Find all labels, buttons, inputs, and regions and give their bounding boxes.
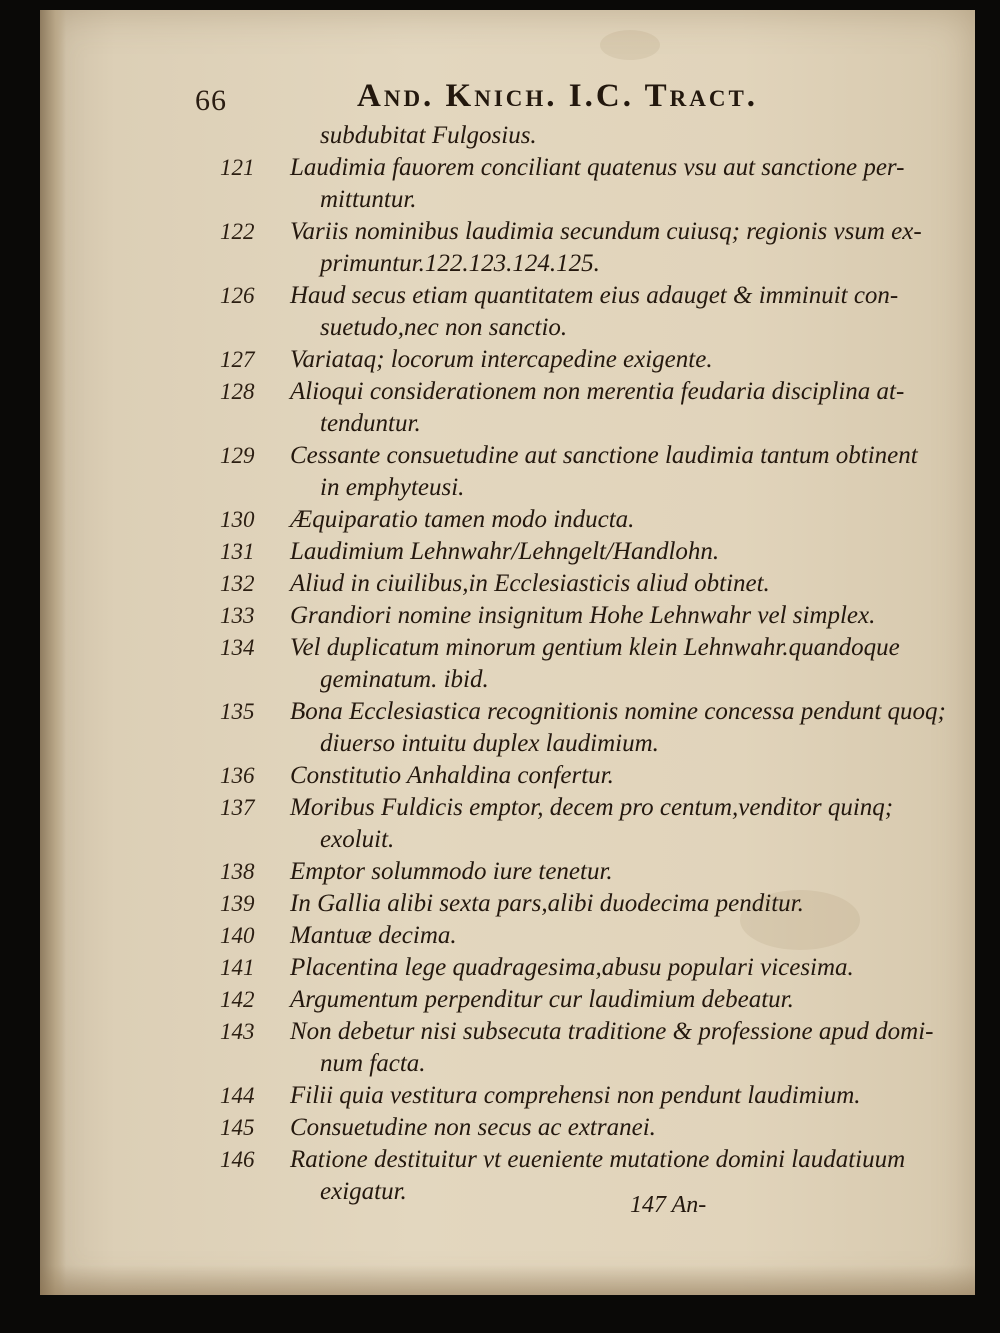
entry-text: Vel duplicatum minorum gentium klein Lehnwahr.quandoque xyxy=(290,634,900,661)
entry-line xyxy=(220,440,920,472)
entry-text: exigatur. xyxy=(320,1178,407,1205)
entry-number: 131 xyxy=(220,539,255,564)
entry-line xyxy=(220,632,920,664)
entry-line xyxy=(220,792,920,824)
entry-text: exoluit. xyxy=(320,826,395,853)
entry-text: Variis nominibus laudimia secundum cuiusq; regionis vsum ex- xyxy=(290,218,922,245)
entry-text: Bona Ecclesiastica recognitionis nomine concessa pendunt quoq; xyxy=(290,698,946,725)
entry-number: 137 xyxy=(220,795,255,820)
entry-line xyxy=(220,568,920,600)
entry-number: 145 xyxy=(220,1115,255,1140)
entry-continuation-line xyxy=(220,824,920,856)
entry-continuation-line xyxy=(220,408,920,440)
entry-text: num facta. xyxy=(320,1050,426,1077)
entry-number: 136 xyxy=(220,763,255,788)
entry-continuation-line xyxy=(220,664,920,696)
summary-list xyxy=(220,120,946,1208)
entry-text: mittuntur. xyxy=(320,186,417,213)
entry-number: 127 xyxy=(220,347,255,372)
entry-text: tenduntur. xyxy=(320,410,421,437)
entry-number: 134 xyxy=(220,635,255,660)
entry-text: In Gallia alibi sexta pars,alibi duodecima penditur. xyxy=(290,890,804,917)
entry-line xyxy=(220,1016,934,1048)
entry-text: Consuetudine non secus ac extranei. xyxy=(290,1114,656,1141)
entry-text: Grandiori nomine insignitum Hohe Lehnwahr vel simplex. xyxy=(290,602,876,629)
entry-text: Ratione destituitur vt eueniente mutatione domini laudatiuum xyxy=(290,1146,906,1173)
entry-number: 129 xyxy=(220,443,255,468)
entry-text: Placentina lege quadragesima,abusu populari vicesima. xyxy=(290,954,854,981)
entry-line xyxy=(220,152,920,184)
entry-line xyxy=(220,376,920,408)
entry-text: primuntur.122.123.124.125. xyxy=(320,250,600,277)
entry-continuation-line xyxy=(220,312,920,344)
entry-continuation-line xyxy=(220,248,920,280)
entry-continuation-line xyxy=(220,1048,920,1080)
entry-line xyxy=(220,984,920,1016)
entry-text: Laudimia fauorem conciliant quatenus vsu aut sanctione per- xyxy=(290,154,905,181)
catchword: 147 An- xyxy=(630,1192,707,1218)
entry-line xyxy=(220,536,920,568)
entry-continuation-line xyxy=(220,184,920,216)
entry-text: Moribus Fuldicis emptor, decem pro centum,venditor quinq; xyxy=(290,794,894,821)
entry-text: diuerso intuitu duplex laudimium. xyxy=(320,730,659,757)
entry-line xyxy=(220,600,920,632)
page-number: 66 xyxy=(195,84,227,117)
entry-text: Filii quia vestitura comprehensi non pendunt laudimium. xyxy=(290,1082,861,1109)
entry-text: Mantuæ decima. xyxy=(290,922,457,949)
entry-line xyxy=(220,1144,920,1176)
running-title: And. Knich. I.C. Tract. xyxy=(357,78,759,114)
entry-number: 142 xyxy=(220,987,255,1012)
entry-continuation-line xyxy=(220,120,920,152)
entry-continuation-line xyxy=(220,728,920,760)
entry-line xyxy=(220,280,920,312)
entry-line xyxy=(220,344,920,376)
entry-text: Laudimium Lehnwahr/Lehngelt/Handlohn. xyxy=(290,538,720,565)
entry-number: 141 xyxy=(220,955,255,980)
page-bottom-edge xyxy=(40,1265,975,1295)
entry-text: Alioqui considerationem non merentia feudaria disciplina at- xyxy=(290,378,905,405)
entry-number: 121 xyxy=(220,155,255,180)
entry-text: suetudo,nec non sanctio. xyxy=(320,314,568,341)
page-header xyxy=(195,72,915,122)
entry-continuation-line xyxy=(220,1176,920,1208)
entry-number: 130 xyxy=(220,507,255,532)
entry-text: Non debetur nisi subsecuta traditione & professione apud domi- xyxy=(290,1018,934,1045)
entry-line xyxy=(220,888,920,920)
entry-number: 122 xyxy=(220,219,255,244)
entry-number: 140 xyxy=(220,923,255,948)
entry-line xyxy=(220,920,920,952)
entry-line xyxy=(220,856,920,888)
entry-line xyxy=(220,696,946,728)
entry-line xyxy=(220,952,920,984)
entry-number: 139 xyxy=(220,891,255,916)
entry-text: Constitutio Anhaldina confertur. xyxy=(290,762,614,789)
entry-number: 135 xyxy=(220,699,255,724)
entry-line xyxy=(220,216,920,248)
entry-text: Cessante consuetudine aut sanctione laudimia tantum obtinent xyxy=(290,442,918,469)
entry-continuation-line xyxy=(220,472,920,504)
entry-number: 138 xyxy=(220,859,255,884)
entry-number: 143 xyxy=(220,1019,255,1044)
page-gutter xyxy=(40,10,66,1295)
entry-text: Aliud in ciuilibus,in Ecclesiasticis aliud obtinet. xyxy=(290,570,770,597)
entry-line xyxy=(220,504,920,536)
entry-text: Æquiparatio tamen modo inducta. xyxy=(290,506,635,533)
entry-number: 126 xyxy=(220,283,255,308)
entry-text: Variataq; locorum intercapedine exigente. xyxy=(290,346,713,373)
entry-number: 128 xyxy=(220,379,255,404)
entry-number: 132 xyxy=(220,571,255,596)
entry-text: geminatum. ibid. xyxy=(320,666,489,693)
entry-text: Haud secus etiam quantitatem eius adauget & imminuit con- xyxy=(290,282,899,309)
entry-number: 133 xyxy=(220,603,255,628)
paper-stain xyxy=(600,30,660,60)
entry-line xyxy=(220,1080,920,1112)
entry-line xyxy=(220,760,920,792)
entry-text: subdubitat Fulgosius. xyxy=(320,122,537,149)
entry-text: Argumentum perpenditur cur laudimium debeatur. xyxy=(290,986,794,1013)
entry-text: in emphyteusi. xyxy=(320,474,465,501)
entry-number: 146 xyxy=(220,1147,255,1172)
entry-number: 144 xyxy=(220,1083,255,1108)
entry-text: Emptor solummodo iure tenetur. xyxy=(290,858,613,885)
entry-line xyxy=(220,1112,920,1144)
